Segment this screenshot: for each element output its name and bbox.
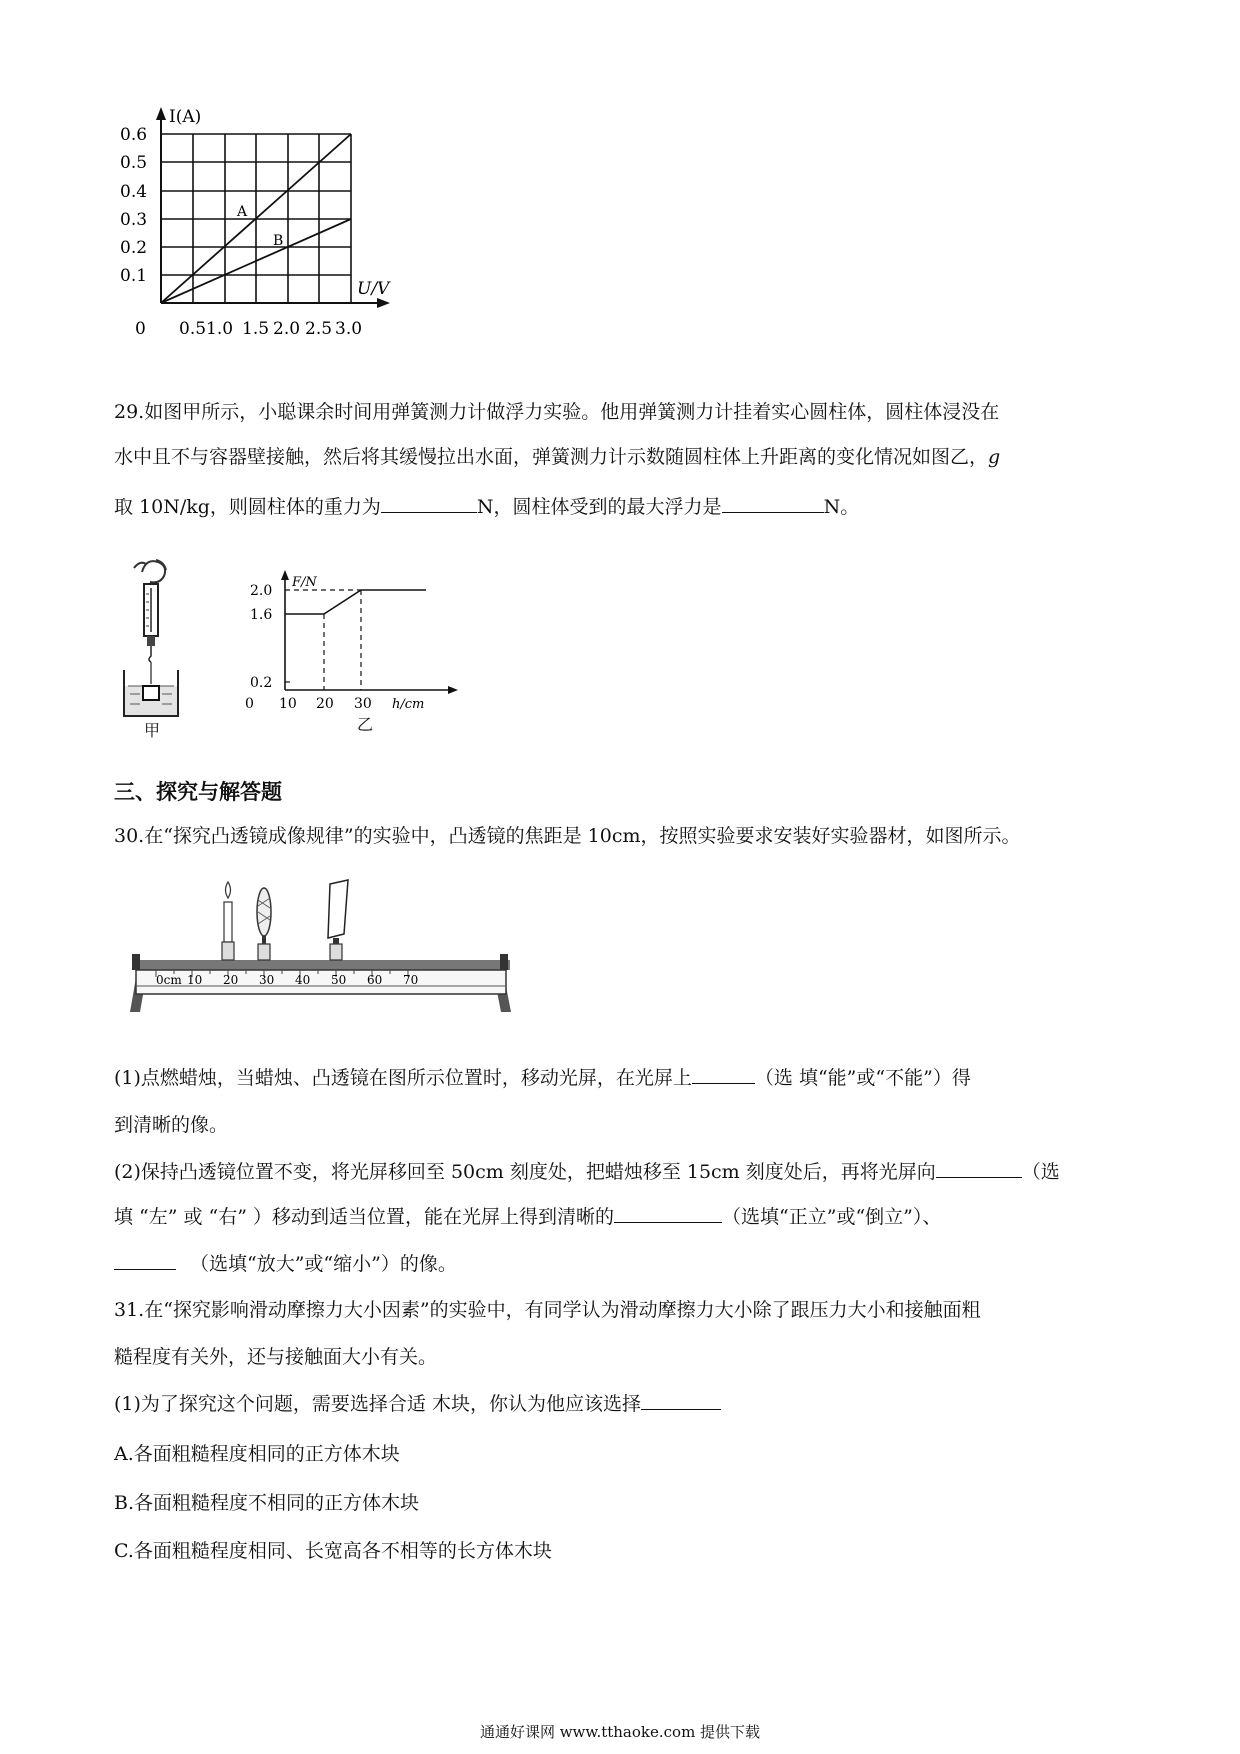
fig29-yi-graph — [246, 566, 476, 716]
q29-text-a: 取 10N/kg，则圆柱体的重力为 — [114, 496, 381, 518]
fig29-label-yi: 乙 — [357, 715, 374, 734]
q30-part2-text-c: 填 “左” 或 “右” ）移动到适当位置，能在光屏上得到清晰的 — [114, 1206, 615, 1228]
q29-line-2-text: 水中且不与容器壁接触，然后将其缓慢拉出水面，弹簧测力计示数随圆柱体上升距离的变化情况如图乙， — [114, 446, 989, 468]
iu-x-tick: 2.5 — [305, 319, 333, 339]
iu-y-tick: 0.3 — [120, 210, 148, 230]
iu-x-axis-label: U/V — [357, 279, 390, 299]
bench-label: 40 — [295, 973, 311, 987]
iu-line-b-label: B — [273, 233, 284, 249]
fh-y-axis-label: F/N — [292, 575, 317, 590]
q29-blank-weight[interactable] — [381, 494, 477, 513]
q30-blank-size[interactable] — [114, 1251, 176, 1270]
bench-label: 30 — [259, 973, 275, 987]
q30-part2-line-2 — [114, 1203, 941, 1231]
q31-part1-text: (1)为了探究这个问题，需要选择合适 木块，你认为他应该选择 — [114, 1393, 641, 1415]
q31-option-c[interactable]: C.各面粗糙程度相同、长宽高各不相等的长方体木块 — [114, 1540, 552, 1562]
q29-text-b: N，圆柱体受到的最大浮力是 — [476, 496, 722, 518]
fh-x-tick: 30 — [354, 696, 372, 712]
q30-blank-can-image[interactable] — [692, 1065, 755, 1084]
fh-curve — [285, 590, 426, 614]
q30-part2-line-1 — [114, 1158, 1060, 1186]
iu-x-tick: 1.0 — [206, 319, 234, 339]
fh-y-tick: 2.0 — [250, 583, 273, 599]
q31-part1 — [114, 1390, 721, 1418]
iu-y-tick: 0.6 — [120, 125, 148, 145]
iu-x-tick: 0.5 — [179, 319, 207, 339]
fh-y-tick: 0.2 — [250, 675, 273, 691]
q31-option-b[interactable]: B.各面粗糙程度不相同的正方体木块 — [114, 1492, 420, 1514]
q30-blank-orientation[interactable] — [614, 1204, 722, 1223]
fh-x-tick: 10 — [279, 696, 297, 712]
fh-origin-label: 0 — [245, 696, 254, 712]
q30-part2-text-a: (2)保持凸透镜位置不变，将光屏移回至 50cm 刻度处，把蜡烛移至 15cm 刻度处后，再将光屏向 — [114, 1161, 936, 1183]
iu-line-a-label: A — [237, 204, 248, 220]
bench-label: 0cm — [156, 973, 182, 987]
iu-y-axis-label: I(A) — [169, 107, 202, 127]
fh-y-tick: 1.6 — [250, 607, 273, 623]
fh-x-tick: 20 — [316, 696, 334, 712]
q30-part2-line-3 — [114, 1250, 457, 1278]
iu-x-tick: 1.5 — [242, 319, 270, 339]
optical-bench-figure — [130, 880, 515, 1018]
fig29-jia-apparatus — [120, 558, 190, 738]
q31-option-a[interactable]: A.各面粗糙程度相同的正方体木块 — [114, 1443, 400, 1465]
bench-label: 60 — [367, 973, 383, 987]
q30-part1-line-2: 到清晰的像。 — [114, 1114, 229, 1136]
fig29-label-jia: 甲 — [144, 721, 161, 740]
q29-line-2 — [114, 443, 1000, 471]
q30-part2-text-d: （选填“正立”或“倒立”）、 — [722, 1206, 942, 1228]
q30-part1-text-a: (1)点燃蜡烛，当蜡烛、凸透镜在图所示位置时，移动光屏，在光屏上 — [114, 1067, 692, 1089]
iu-origin-label: 0 — [135, 319, 146, 339]
fh-x-axis-label: h/cm — [392, 697, 425, 712]
iu-y-tick: 0.4 — [120, 182, 148, 202]
q30-part1-text-b: （选 填“能”或“不能”）得 — [754, 1067, 971, 1089]
q29-line-1: 29.如图甲所示，小聪课余时间用弹簧测力计做浮力实验。他用弹簧测力计挂着实心圆柱体，圆柱体浸没在 — [114, 401, 1000, 423]
bench-label: 10 — [187, 973, 203, 987]
q30-part2-text-b: （选 — [1021, 1161, 1060, 1183]
iu-graph — [118, 108, 438, 383]
iu-y-tick: 0.2 — [120, 238, 148, 258]
q30-part1-line-1 — [114, 1064, 971, 1092]
q29-blank-buoyancy[interactable] — [722, 494, 824, 513]
q29-gravity-symbol: g — [988, 446, 1001, 468]
section-3-title: 三、探究与解答题 — [114, 780, 282, 804]
iu-y-tick: 0.1 — [120, 266, 148, 286]
q31-line-2: 糙程度有关外，还与接触面大小有关。 — [114, 1346, 438, 1368]
q31-line-1: 31.在“探究影响滑动摩擦力大小因素”的实验中，有同学认为滑动摩擦力大小除了跟压力大小和接触面粗 — [114, 1299, 981, 1321]
iu-y-tick: 0.5 — [120, 153, 148, 173]
iu-x-tick: 3.0 — [335, 319, 363, 339]
q30-blank-direction[interactable] — [936, 1159, 1022, 1178]
q29-line-3 — [114, 493, 859, 521]
bench-label: 50 — [331, 973, 347, 987]
q29-text-c: N。 — [823, 496, 860, 518]
q30-intro: 30.在“探究凸透镜成像规律”的实验中，凸透镜的焦距是 10cm，按照实验要求安装好实验器材，如图所示。 — [114, 825, 1021, 847]
iu-x-tick: 2.0 — [273, 319, 301, 339]
q30-part2-text-e: （选填“放大”或“缩小”）的像。 — [190, 1253, 457, 1275]
q31-blank-choice[interactable] — [641, 1391, 721, 1410]
bench-label: 20 — [223, 973, 239, 987]
page-footer: 通通好课网 www.tthaoke.com 提供下载 — [479, 1723, 761, 1741]
bench-label: 70 — [403, 973, 419, 987]
